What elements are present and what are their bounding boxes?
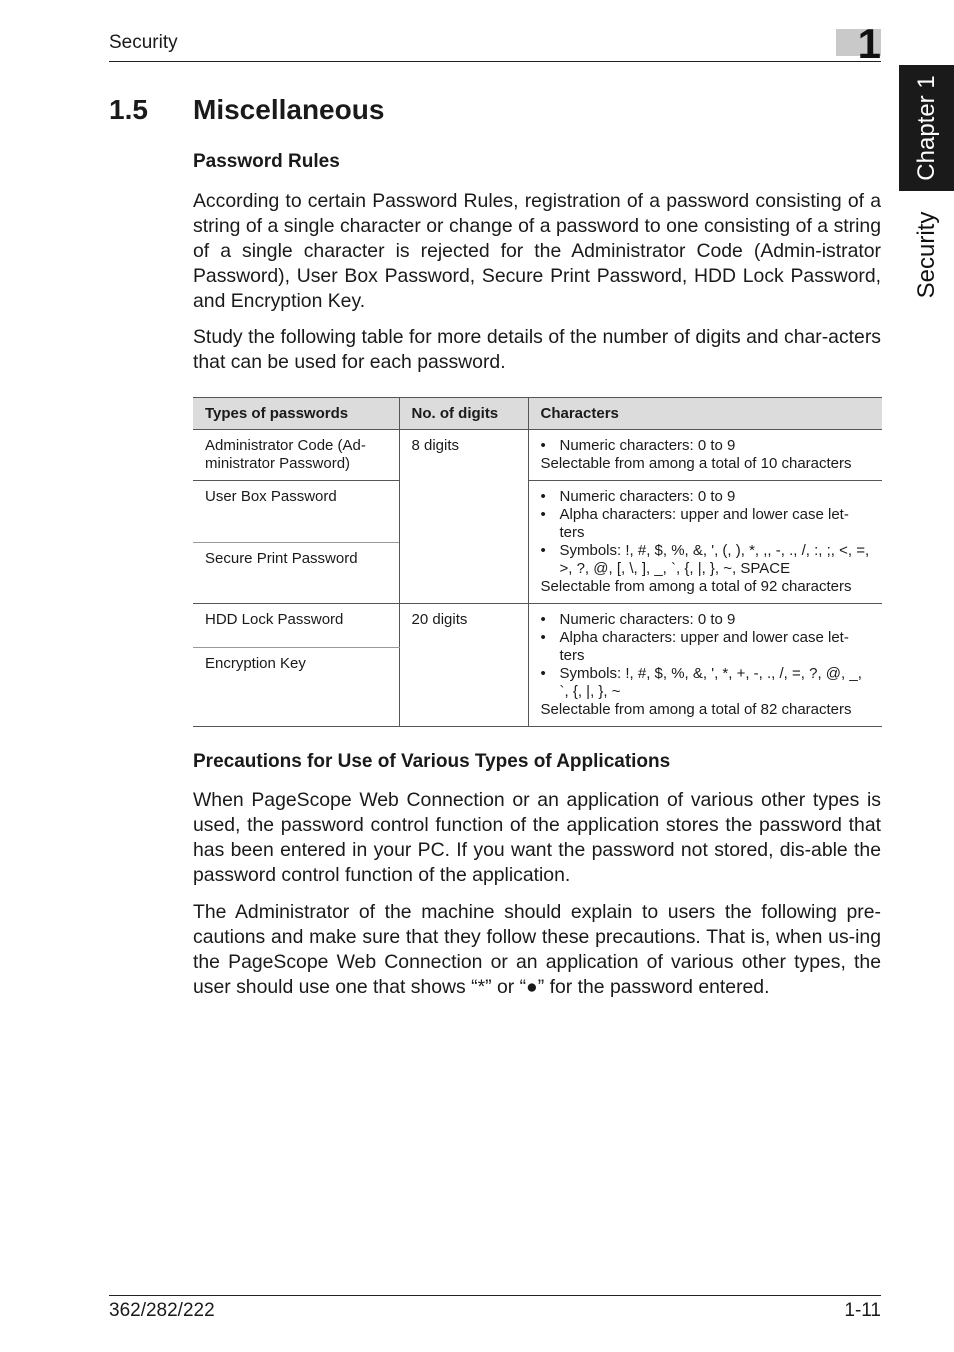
type-cell: User Box Password bbox=[193, 481, 399, 543]
section-side-tab bbox=[899, 195, 954, 315]
character-bullet: • Symbols: !, #, $, %, &, ', *, +, -, ., /, =, ?, @, _, `, {, |, }, ~ bbox=[541, 665, 871, 701]
type-cell: Secure Print Password bbox=[193, 542, 399, 604]
character-list bbox=[541, 437, 871, 455]
section-side-tab-label: Security bbox=[912, 211, 940, 299]
header-characters: Characters bbox=[528, 398, 882, 430]
character-bullet: • Alpha characters: upper and lower case let-ters bbox=[541, 506, 871, 542]
table-row bbox=[193, 481, 882, 543]
header-digits: No. of digits bbox=[399, 398, 528, 430]
selectable-total-note: Selectable from among a total of 10 characters bbox=[540, 455, 852, 472]
digits-cell: 8 digits bbox=[399, 430, 528, 604]
table-header-row bbox=[193, 398, 882, 430]
running-header-title: Security bbox=[109, 32, 178, 53]
precautions-heading: Precautions for Use of Various Types of Applications bbox=[193, 751, 671, 772]
password-rules-paragraph-1: According to certain Password Rules, registration of a password consisting of a string of a single character or change of a password to one consisting of a string of a single character is rejected for the Administrator Code (Admin-istrator Password), User Box Password, Secure Print Password, HDD Lock Password, and Encryption Key. bbox=[193, 190, 881, 312]
character-bullet: • Numeric characters: 0 to 9 bbox=[541, 437, 871, 455]
section-title: Miscellaneous bbox=[193, 94, 385, 125]
type-cell: Administrator Code (Ad-ministrator Password) bbox=[193, 430, 399, 481]
password-rules-heading: Password Rules bbox=[193, 151, 340, 172]
character-bullet: • Numeric characters: 0 to 9 bbox=[541, 488, 871, 506]
footer-rule bbox=[109, 1295, 881, 1296]
table-row bbox=[193, 604, 882, 648]
selectable-total-note: Selectable from among a total of 82 characters bbox=[540, 701, 852, 718]
character-list bbox=[541, 611, 871, 701]
character-bullet: • Alpha characters: upper and lower case let-ters bbox=[541, 629, 871, 665]
character-bullet: • Numeric characters: 0 to 9 bbox=[541, 611, 871, 629]
characters-cell bbox=[528, 604, 882, 727]
section-number: 1.5 bbox=[109, 94, 148, 125]
header-types: Types of passwords bbox=[193, 398, 399, 430]
chapter-number: 1 bbox=[857, 20, 881, 67]
footer-model: 362/282/222 bbox=[109, 1300, 215, 1321]
password-rules-paragraph-2: Study the following table for more details of the number of digits and char-acters that can be used for each password. bbox=[193, 326, 881, 373]
precautions-paragraph-2: The Administrator of the machine should explain to users the following pre-cautions and make sure that they follow these precautions. That is, when us-ing the PageScope Web Connection or an application of various other types, the user should use one that shows “*” or “●” for the password entered. bbox=[193, 901, 881, 998]
character-bullet: • Symbols: !, #, $, %, &, ', (, ), *, ,, -, ., /, :, ;, <, =, >, ?, @, [, \, ], _, `, {, |, }, ~, SPACE bbox=[541, 542, 871, 578]
password-rules-table bbox=[193, 397, 882, 727]
type-cell: Encryption Key bbox=[193, 648, 399, 727]
footer-page-number: 1-11 bbox=[844, 1300, 881, 1321]
character-list bbox=[541, 488, 871, 578]
header-rule bbox=[109, 61, 881, 62]
table-row bbox=[193, 430, 882, 481]
digits-cell: 20 digits bbox=[399, 604, 528, 727]
characters-cell bbox=[528, 430, 882, 481]
chapter-side-tab-label: Chapter 1 bbox=[912, 75, 940, 181]
type-cell: HDD Lock Password bbox=[193, 604, 399, 648]
precautions-paragraph-1: When PageScope Web Connection or an application of various other types is used, the password control function of the application stores the password that has been entered in your PC. If you want the password not stored, dis-able the password control function of the application. bbox=[193, 789, 881, 886]
characters-cell bbox=[528, 481, 882, 604]
selectable-total-note: Selectable from among a total of 92 characters bbox=[540, 578, 852, 595]
chapter-side-tab bbox=[899, 65, 954, 191]
